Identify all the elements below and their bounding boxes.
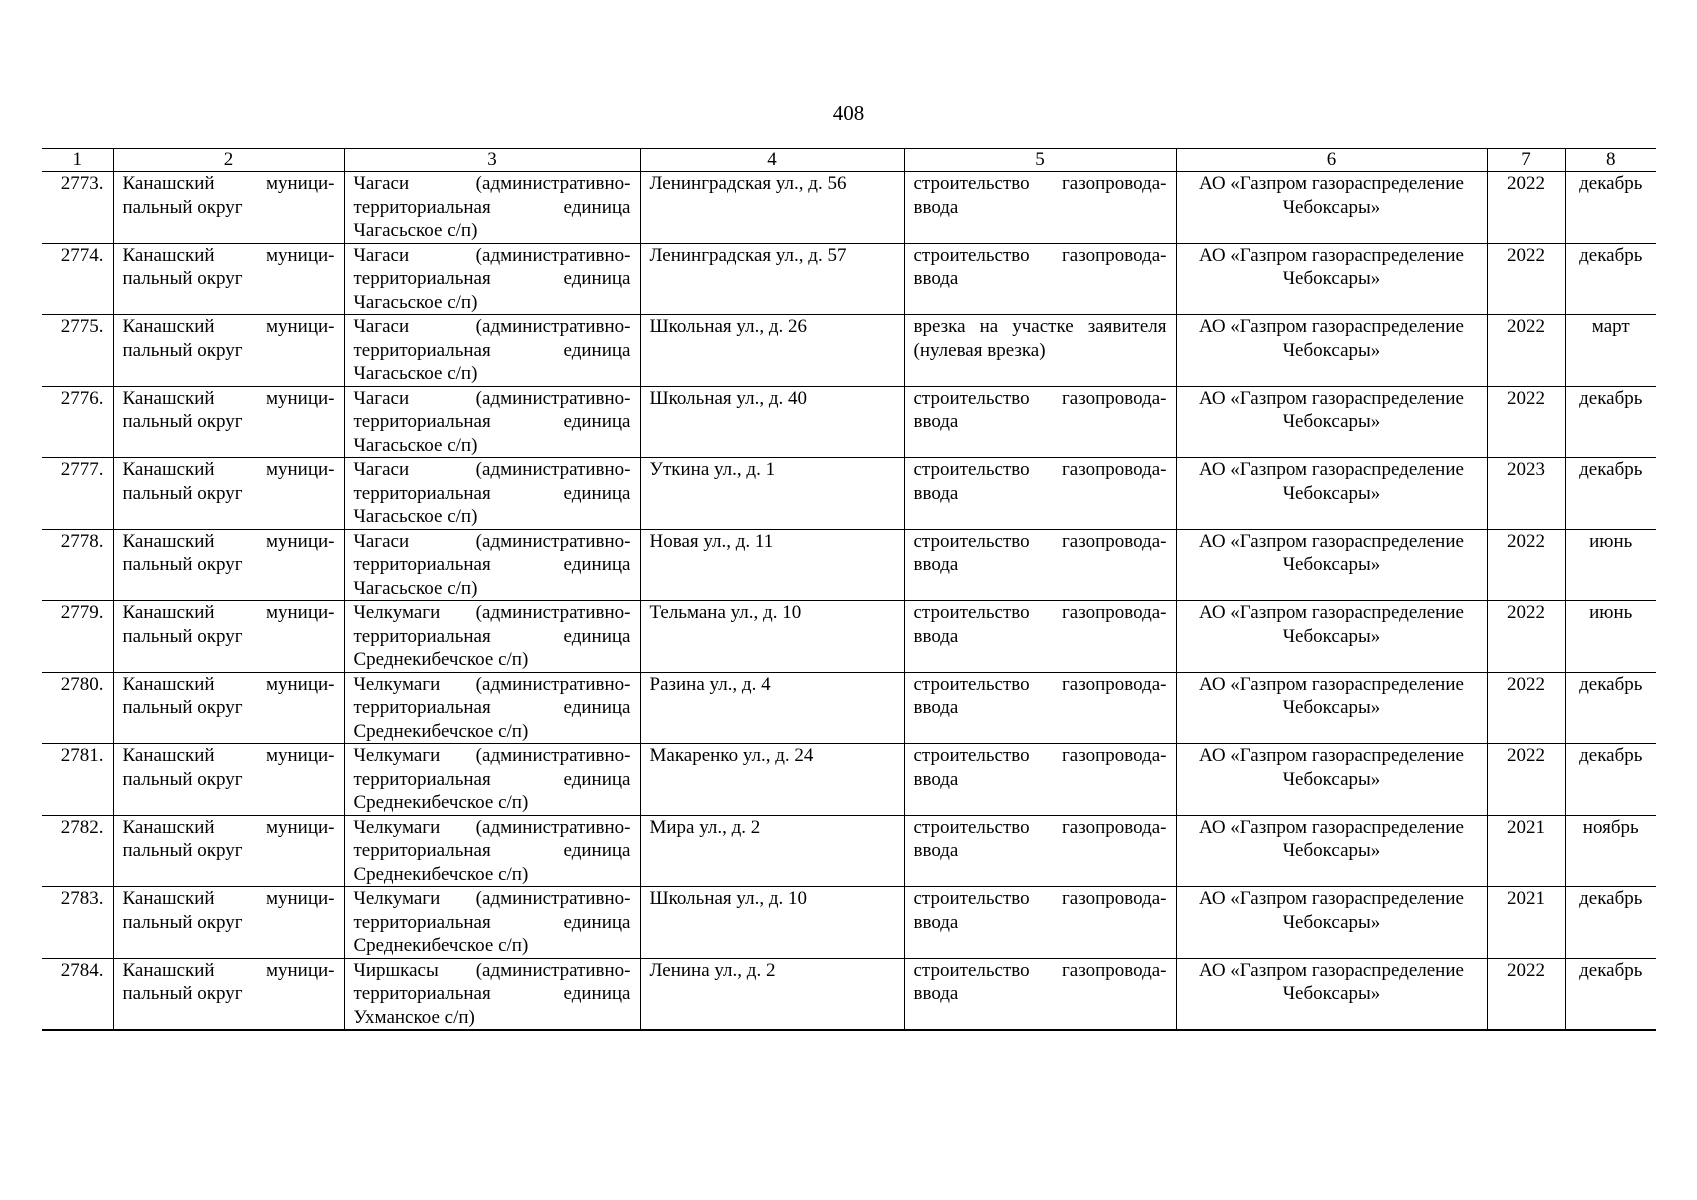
header-row — [42, 149, 1656, 172]
settlement-cell: Чиршкасы (административно-территориальная единица Ухманское с/п) — [344, 958, 640, 1030]
table-row — [42, 887, 1656, 959]
organization-cell: АО «Газпром газораспределение Чебоксары» — [1176, 386, 1487, 458]
column-header-8: 8 — [1565, 149, 1656, 172]
address-cell: Ленинградская ул., д. 56 — [640, 172, 904, 244]
table-body — [42, 172, 1656, 1031]
district-cell: Канашский муници-пальный округ — [113, 386, 344, 458]
year-cell: 2022 — [1487, 672, 1565, 744]
row-number: 2782. — [42, 815, 113, 887]
year-cell: 2022 — [1487, 958, 1565, 1030]
address-cell: Школьная ул., д. 40 — [640, 386, 904, 458]
table-row — [42, 744, 1656, 816]
month-cell: ноябрь — [1565, 815, 1656, 887]
settlement-cell: Чагаси (административно-территориальная единица Чагасьское с/п) — [344, 529, 640, 601]
settlement-cell: Чагаси (административно-территориальная единица Чагасьское с/п) — [344, 243, 640, 315]
organization-cell: АО «Газпром газораспределение Чебоксары» — [1176, 458, 1487, 530]
row-number: 2781. — [42, 744, 113, 816]
organization-cell: АО «Газпром газораспределение Чебоксары» — [1176, 243, 1487, 315]
month-cell: июнь — [1565, 529, 1656, 601]
year-cell: 2022 — [1487, 601, 1565, 673]
district-cell: Канашский муници-пальный округ — [113, 958, 344, 1030]
year-cell: 2023 — [1487, 458, 1565, 530]
column-header-2: 2 — [113, 149, 344, 172]
district-cell: Канашский муници-пальный округ — [113, 672, 344, 744]
row-number: 2784. — [42, 958, 113, 1030]
district-cell: Канашский муници-пальный округ — [113, 744, 344, 816]
table-row — [42, 601, 1656, 673]
district-cell: Канашский муници-пальный округ — [113, 458, 344, 530]
district-cell: Канашский муници-пальный округ — [113, 529, 344, 601]
work-type-cell: строительство газопровода-ввода — [904, 744, 1176, 816]
settlement-cell: Чагаси (административно-территориальная единица Чагасьское с/п) — [344, 172, 640, 244]
table-row — [42, 815, 1656, 887]
district-cell: Канашский муници-пальный округ — [113, 815, 344, 887]
row-number: 2773. — [42, 172, 113, 244]
work-type-cell: врезка на участке заявителя (нулевая врезка) — [904, 315, 1176, 387]
settlement-cell: Чагаси (административно-территориальная единица Чагасьское с/п) — [344, 458, 640, 530]
address-cell: Мира ул., д. 2 — [640, 815, 904, 887]
year-cell: 2022 — [1487, 172, 1565, 244]
table-row — [42, 172, 1656, 244]
month-cell: декабрь — [1565, 172, 1656, 244]
year-cell: 2022 — [1487, 315, 1565, 387]
address-cell: Школьная ул., д. 26 — [640, 315, 904, 387]
district-cell: Канашский муници-пальный округ — [113, 315, 344, 387]
table-row — [42, 672, 1656, 744]
column-header-7: 7 — [1487, 149, 1565, 172]
month-cell: декабрь — [1565, 672, 1656, 744]
work-type-cell: строительство газопровода-ввода — [904, 172, 1176, 244]
organization-cell: АО «Газпром газораспределение Чебоксары» — [1176, 529, 1487, 601]
row-number: 2779. — [42, 601, 113, 673]
address-cell: Тельмана ул., д. 10 — [640, 601, 904, 673]
year-cell: 2022 — [1487, 529, 1565, 601]
settlement-cell: Челкумаги (административно-территориальная единица Среднекибечское с/п) — [344, 815, 640, 887]
work-type-cell: строительство газопровода-ввода — [904, 243, 1176, 315]
address-cell: Уткина ул., д. 1 — [640, 458, 904, 530]
work-type-cell: строительство газопровода-ввода — [904, 601, 1176, 673]
table-row — [42, 529, 1656, 601]
organization-cell: АО «Газпром газораспределение Чебоксары» — [1176, 601, 1487, 673]
page-number: 408 — [832, 101, 865, 125]
year-cell: 2021 — [1487, 887, 1565, 959]
district-cell: Канашский муници-пальный округ — [113, 243, 344, 315]
organization-cell: АО «Газпром газораспределение Чебоксары» — [1176, 887, 1487, 959]
settlement-cell: Челкумаги (административно-территориальная единица Среднекибечское с/п) — [344, 887, 640, 959]
work-type-cell: строительство газопровода-ввода — [904, 815, 1176, 887]
district-cell: Канашский муници-пальный округ — [113, 601, 344, 673]
settlement-cell: Чагаси (административно-территориальная единица Чагасьское с/п) — [344, 386, 640, 458]
table-row — [42, 315, 1656, 387]
organization-cell: АО «Газпром газораспределение Чебоксары» — [1176, 172, 1487, 244]
district-cell: Канашский муници-пальный округ — [113, 172, 344, 244]
row-number: 2783. — [42, 887, 113, 959]
address-cell: Ленинградская ул., д. 57 — [640, 243, 904, 315]
month-cell: июнь — [1565, 601, 1656, 673]
work-type-cell: строительство газопровода-ввода — [904, 386, 1176, 458]
work-type-cell: строительство газопровода-ввода — [904, 529, 1176, 601]
gas-connection-table — [42, 148, 1656, 1031]
organization-cell: АО «Газпром газораспределение Чебоксары» — [1176, 815, 1487, 887]
column-header-3: 3 — [344, 149, 640, 172]
work-type-cell: строительство газопровода-ввода — [904, 958, 1176, 1030]
row-number: 2776. — [42, 386, 113, 458]
month-cell: декабрь — [1565, 958, 1656, 1030]
month-cell: март — [1565, 315, 1656, 387]
organization-cell: АО «Газпром газораспределение Чебоксары» — [1176, 958, 1487, 1030]
year-cell: 2022 — [1487, 243, 1565, 315]
organization-cell: АО «Газпром газораспределение Чебоксары» — [1176, 672, 1487, 744]
organization-cell: АО «Газпром газораспределение Чебоксары» — [1176, 744, 1487, 816]
row-number: 2775. — [42, 315, 113, 387]
month-cell: декабрь — [1565, 458, 1656, 530]
column-header-4: 4 — [640, 149, 904, 172]
address-cell: Ленина ул., д. 2 — [640, 958, 904, 1030]
row-number: 2780. — [42, 672, 113, 744]
settlement-cell: Челкумаги (административно-территориальная единица Среднекибечское с/п) — [344, 744, 640, 816]
district-cell: Канашский муници-пальный округ — [113, 887, 344, 959]
settlement-cell: Челкумаги (административно-территориальная единица Среднекибечское с/п) — [344, 601, 640, 673]
year-cell: 2021 — [1487, 815, 1565, 887]
row-number: 2778. — [42, 529, 113, 601]
settlement-cell: Челкумаги (административно-территориальная единица Среднекибечское с/п) — [344, 672, 640, 744]
settlement-cell: Чагаси (административно-территориальная единица Чагасьское с/п) — [344, 315, 640, 387]
address-cell: Разина ул., д. 4 — [640, 672, 904, 744]
address-cell: Новая ул., д. 11 — [640, 529, 904, 601]
month-cell: декабрь — [1565, 243, 1656, 315]
year-cell: 2022 — [1487, 744, 1565, 816]
column-header-1: 1 — [42, 149, 113, 172]
table-row — [42, 958, 1656, 1030]
column-header-6: 6 — [1176, 149, 1487, 172]
month-cell: декабрь — [1565, 887, 1656, 959]
address-cell: Школьная ул., д. 10 — [640, 887, 904, 959]
work-type-cell: строительство газопровода-ввода — [904, 458, 1176, 530]
row-number: 2774. — [42, 243, 113, 315]
month-cell: декабрь — [1565, 386, 1656, 458]
address-cell: Макаренко ул., д. 24 — [640, 744, 904, 816]
row-number: 2777. — [42, 458, 113, 530]
work-type-cell: строительство газопровода-ввода — [904, 887, 1176, 959]
table-row — [42, 458, 1656, 530]
table-row — [42, 243, 1656, 315]
organization-cell: АО «Газпром газораспределение Чебоксары» — [1176, 315, 1487, 387]
work-type-cell: строительство газопровода-ввода — [904, 672, 1176, 744]
table-row — [42, 386, 1656, 458]
column-header-5: 5 — [904, 149, 1176, 172]
month-cell: декабрь — [1565, 744, 1656, 816]
year-cell: 2022 — [1487, 386, 1565, 458]
